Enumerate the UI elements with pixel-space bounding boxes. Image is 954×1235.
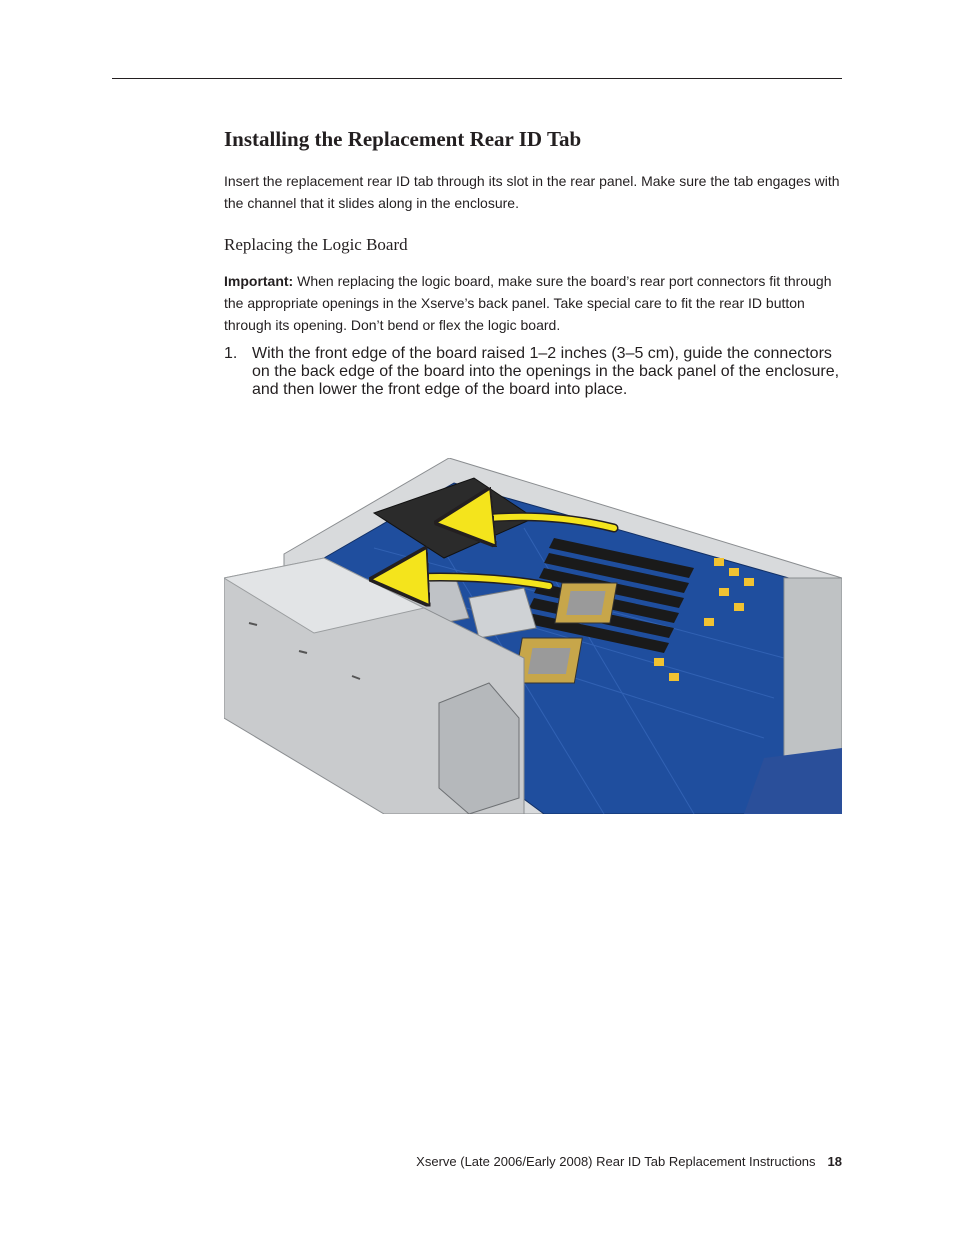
important-label: Important:: [224, 273, 294, 289]
page-content: [224, 126, 842, 399]
sub-heading: Replacing the Logic Board: [224, 235, 408, 254]
step-text: With the front edge of the board raised 1–2 inches (3–5 cm), guide the connectors on the back edge of the board into the openings in the back panel of the enclosure, and then lower the front edge of the board into place.: [252, 345, 840, 398]
logic-board-photo: [224, 458, 842, 814]
page-footer: [416, 1152, 842, 1172]
step-item: [224, 345, 842, 399]
important-text: When replacing the logic board, make sure the board’s rear port connectors fit through the appropriate openings in the Xserve’s back panel. Take special care to fit the rear ID button through its opening. Don’t bend or flex the logic board.: [224, 273, 832, 333]
page-number: 18: [827, 1154, 842, 1169]
footer-doc-title: Xserve (Late 2006/Early 2008) Rear ID Tab Replacement Instructions: [416, 1154, 816, 1169]
important-paragraph: [224, 270, 842, 336]
step-number: 1.: [224, 345, 238, 362]
intro-paragraph: Insert the replacement rear ID tab through its slot in the rear panel. Make sure the tab engages with the channel that it slides along in the enclosure.: [224, 173, 840, 211]
section-heading: Installing the Replacement Rear ID Tab: [224, 127, 582, 151]
header-rule: [112, 78, 842, 79]
